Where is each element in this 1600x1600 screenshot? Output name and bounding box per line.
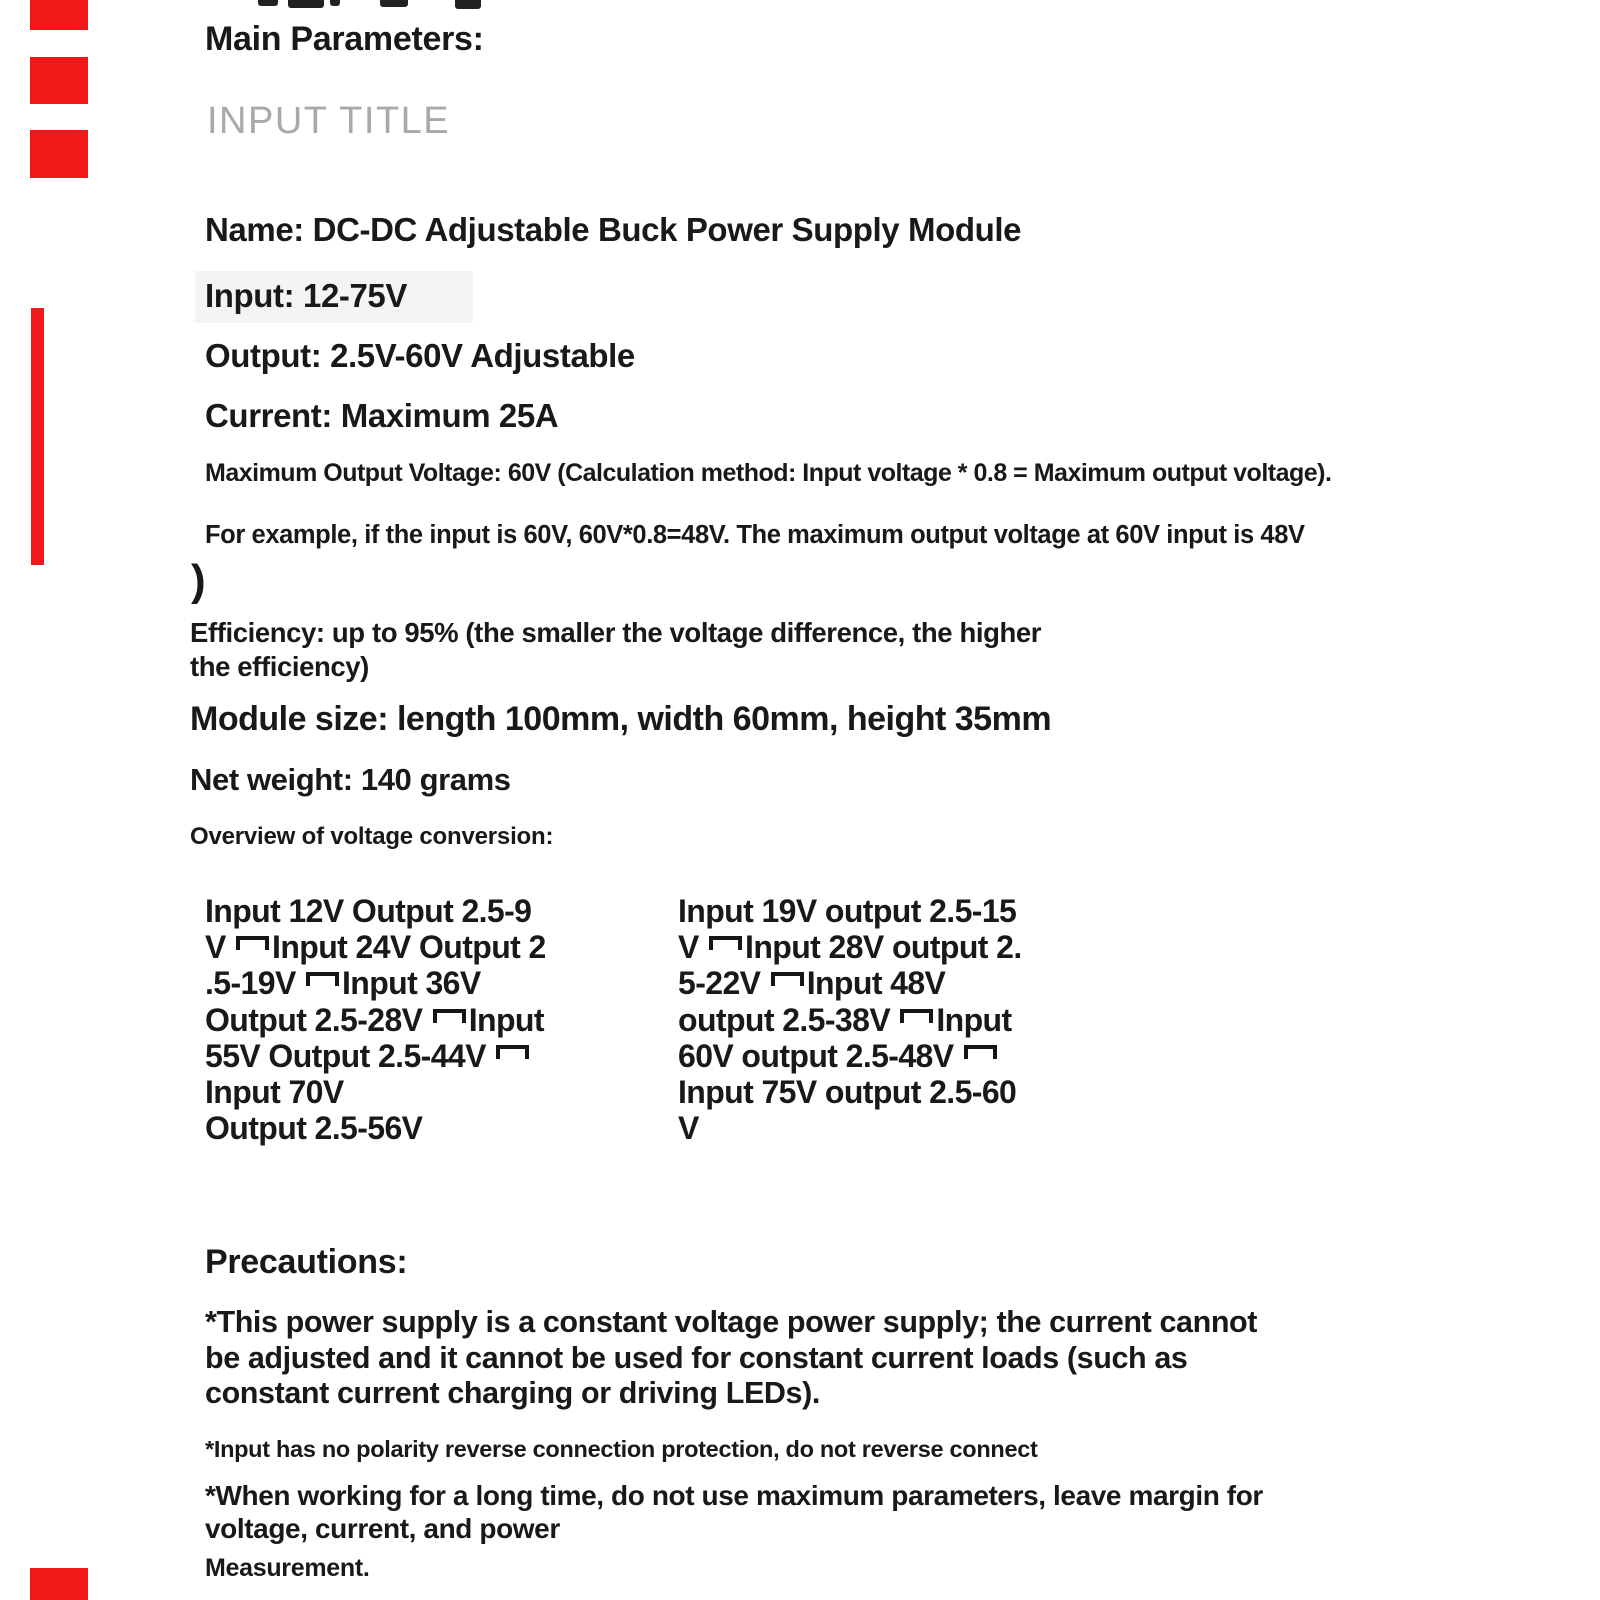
example-note: For example, if the input is 60V, 60V*0.8=48V. The maximum output voltage at 60V input is 48V [205, 521, 1305, 549]
conversion-line: Output 2.5-28V Input [205, 1001, 544, 1038]
conversion-column-right [678, 893, 1022, 1146]
conversion-line: .5-19V Input 36V [205, 965, 481, 1002]
conversion-line: 55V Output 2.5-44V [205, 1038, 546, 1074]
cropped-text-artifact [380, 0, 408, 7]
red-edge-mark [30, 130, 88, 178]
conversion-line: V Input 28V output 2. [678, 929, 1022, 966]
max-output-voltage-note: Maximum Output Voltage: 60V (Calculation method: Input voltage * 0.8 = Maximum output voltage). [205, 459, 1332, 487]
conversion-line: Input 70V [205, 1074, 344, 1111]
conversion-line: Input 12V Output 2.5-9 [205, 893, 532, 929]
conversion-line: output 2.5-38V Input [678, 1001, 1012, 1038]
conversion-line: 60V output 2.5-48V [678, 1038, 1022, 1074]
spec-current: Current: Maximum 25A [205, 397, 559, 434]
cropped-text-artifact [455, 0, 481, 9]
warning-line: *This power supply is a constant voltage power supply; the current cannot [205, 1305, 1258, 1339]
conversion-line: Output 2.5-56V [205, 1110, 423, 1147]
efficiency-line-2: the efficiency) [190, 651, 369, 682]
conversion-line: V Input 24V Output 2 [205, 929, 546, 966]
bracket-glyph [771, 972, 804, 986]
red-edge-mark [30, 1568, 88, 1600]
net-weight: Net weight: 140 grams [190, 762, 511, 797]
bracket-glyph [709, 936, 742, 950]
stray-paren: ) [191, 556, 206, 605]
module-size: Module size: length 100mm, width 60mm, height 35mm [190, 700, 1052, 738]
conversion-line: Input 19V output 2.5-15 [678, 893, 1017, 929]
warning-margin [205, 1479, 1263, 1545]
measurement-note: Measurement. [205, 1554, 370, 1582]
efficiency-line-1: Efficiency: up to 95% (the smaller the voltage difference, the higher [190, 617, 1042, 648]
cropped-text-artifact [288, 0, 324, 8]
efficiency-note [190, 616, 1041, 684]
spec-output-voltage: Output: 2.5V-60V Adjustable [205, 337, 635, 374]
page-title: Main Parameters: [205, 20, 484, 58]
warning-polarity: *Input has no polarity reverse connection protection, do not reverse connect [205, 1436, 1038, 1462]
spec-name: Name: DC-DC Adjustable Buck Power Supply Module [205, 211, 1022, 248]
overview-heading: Overview of voltage conversion: [190, 823, 554, 850]
bracket-glyph [306, 972, 339, 986]
warning-line: be adjusted and it cannot be used for constant current loads (such as [205, 1340, 1188, 1375]
placeholder-title: INPUT TITLE [207, 100, 451, 142]
bracket-glyph [496, 1045, 529, 1059]
warning-line: voltage, current, and power [205, 1513, 560, 1544]
spec-input-voltage: Input: 12-75V [205, 277, 408, 314]
red-edge-line [31, 308, 44, 565]
warning-line: constant current charging or driving LEDs). [205, 1376, 820, 1410]
cropped-text-artifact [330, 0, 340, 6]
conversion-line: V [678, 1110, 699, 1147]
bracket-glyph [433, 1009, 466, 1023]
conversion-line: 5-22V Input 48V [678, 965, 946, 1002]
warning-constant-voltage [205, 1305, 1257, 1412]
bracket-glyph [964, 1045, 997, 1059]
conversion-column-left [205, 893, 546, 1146]
bracket-glyph [236, 936, 269, 950]
red-edge-mark [30, 57, 88, 104]
warning-line: *When working for a long time, do not use maximum parameters, leave margin for [205, 1480, 1263, 1511]
conversion-line: Input 75V output 2.5-60 [678, 1074, 1017, 1111]
precautions-heading: Precautions: [205, 1243, 408, 1281]
bracket-glyph [900, 1009, 933, 1023]
cropped-text-artifact [258, 0, 278, 6]
red-edge-mark [30, 0, 88, 30]
